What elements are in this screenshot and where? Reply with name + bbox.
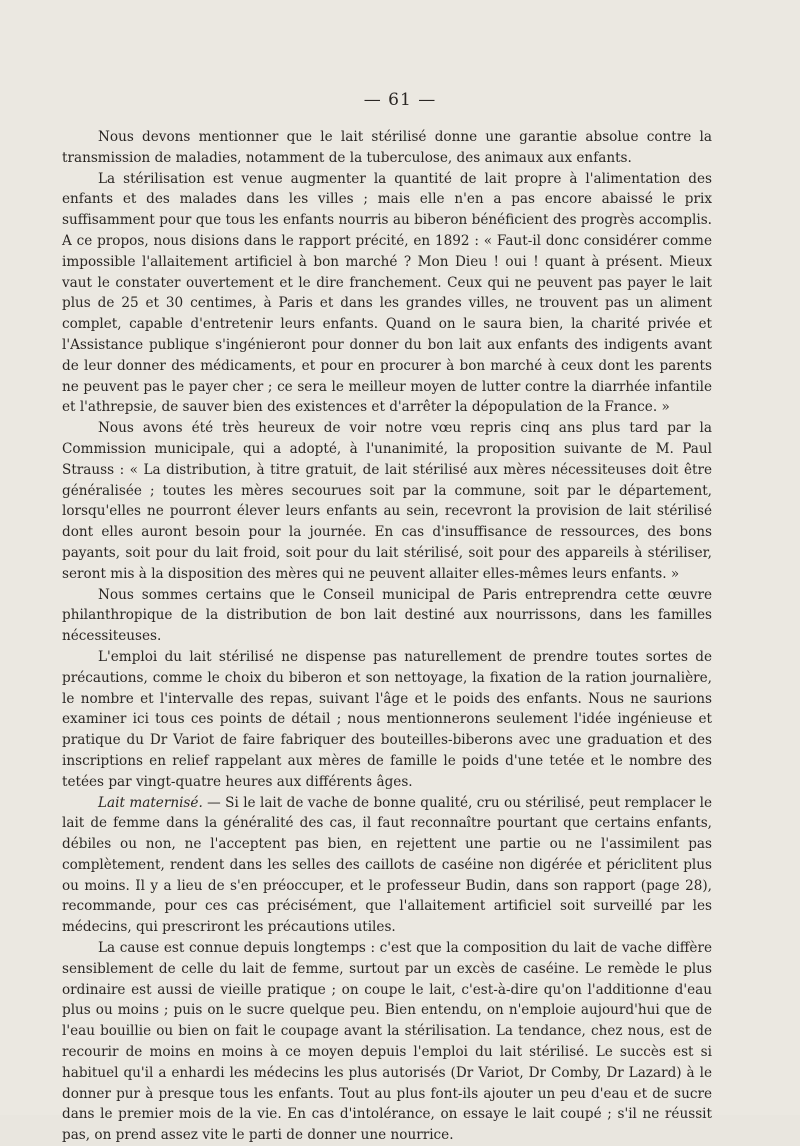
paragraph-municipal-commission: Nous avons été très heureux de voir notre vœu repris cinq ans plus tard par la Commission municipale, qui a adopté, à l'unanimité, la proposition suivante de M. Paul Strauss : « La distribution, à titre gratuit, de lait stérilisé aux mères nécessiteuses doit être généralisée ; toutes les mères secourues soit par la commune, soit par le département, lorsqu'elles ne pourront élever leurs enfants au sein, recevront la provision de lait stérilisé dont elles auront besoin pour la journée. En cas d'insuffisance de ressources, des bons payants, soit pour du lait froid, soit pour du lait stérilisé, soit pour des appareils à stériliser, seront mis à la disposition des mères qui ne peuvent allaiter elles-mêmes leurs enfants. » xyxy=(62,420,712,582)
page-number: — 61 — xyxy=(363,90,437,110)
paragraph-precautions: L'emploi du lait stérilisé ne dispense pas naturellement de prendre toutes sortes de précautions, comme le choix du biberon et son nettoyage, la fixation de la ration journalière, le nombre et l'intervalle des repas, suivant l'âge et le poids des enfants. Nous ne saurions examiner ici tous ces points de détail ; nous mentionnerons seulement l'idée ingénieuse et pratique du Dr Variot de faire fabriquer des bouteilles-biberons avec une graduation et des inscriptions en relief rappelant aux mères de famille le poids d'une tetée et le nombre des tetées par vingt-quatre heures aux différents âges. xyxy=(62,648,712,790)
section-lead-in: Lait maternisé. xyxy=(98,794,203,811)
paragraph-lait-maternise xyxy=(62,793,712,939)
paragraph-conseil-municipal: Nous sommes certains que le Conseil municipal de Paris entreprendra cette œuvre philanthropique de la distribution de bon lait destiné aux nourrissons, dans les familles nécessiteuses. xyxy=(62,586,712,645)
paragraph-sterilization-price: La stérilisation est venue augmenter la quantité de lait propre à l'alimentation des enfants et des malades dans les villes ; mais elle n'en a pas encore abaissé le prix suffisamment pour que tous les enfants nourris au biberon bénéficient des progrès accomplis. A ce propos, nous disions dans le rapport précité, en 1892 : « Faut-il donc considérer comme impossible l'allaitement artificiel à bon marché ? Mon Dieu ! oui ! quant à présent. Mieux vaut le constater ouvertement et le dire franchement. Ceux qui ne peuvent pas payer le lait plus de 25 et 30 centimes, à Paris et dans les grandes villes, ne trouvent pas un aliment complet, capable d'entretenir leurs enfants. Quand on le saura bien, la charité privée et l'Assistance publique s'ingénieront pour donner du bon lait aux enfants des indigents avant de leur donner des médicaments, et pour en procurer à bon marché à ceux dont les parents ne peuvent pas le payer cher ; ce sera le meilleur moyen de lutter contre la diarrhée infantile et l'athrepsie, de sauver bien des existences et d'arrêter la dépopulation de la France. » xyxy=(62,170,712,416)
paragraph-lait-maternise-text: — Si le lait de vache de bonne qualité, cru ou stérilisé, peut remplacer le lait de femme dans la généralité des cas, il faut reconnaître pourtant que certains enfants, débiles ou non, ne l'acceptent pas bien, en rejettent une partie ou ne l'assimilent pas complètement, rendent dans les selles des caillots de caséine non digérée et périclitent plus ou moins. Il y a lieu de s'en préoccuper, et le professeur Budin, dans son rapport (page 28), recommande, pour ces cas précisément, que l'allaitement artificiel soit surveillé par les médecins, qui prescriront les précautions utiles. xyxy=(62,794,712,936)
paragraph-sterilized-milk-guarantee: Nous devons mentionner que le lait stérilisé donne une garantie absolue contre la transmission de maladies, notamment de la tuberculose, des animaux aux enfants. xyxy=(62,129,712,166)
body-text xyxy=(62,127,712,1146)
paragraph-cause-composition: La cause est connue depuis longtemps : c'est que la composition du lait de vache diffère sensiblement de celle du lait de femme, surtout par un excès de caséine. Le remède le plus ordinaire est aussi de vieille pratique ; on coupe le lait, c'est-à-dire qu'on l'additionne d'eau plus ou moins ; puis on le sucre quelque peu. Bien entendu, on n'emploie aujourd'hui que de l'eau bouillie ou bien on fait le coupage avant la stérilisation. La tendance, chez nous, est de recourir de moins en moins à ce moyen depuis l'emploi du lait stérilisé. Le succès est si habituel qu'il a enhardi les médecins les plus autorisés (Dr Variot, Dr Comby, Dr Lazard) à le donner pur à presque tous les enfants. Tout au plus font-ils ajouter un peu d'eau et de sucre dans le premier mois de la vie. En cas d'intolérance, on essaye le lait coupé ; s'il ne réussit pas, on prend assez vite le parti de donner une nourrice. xyxy=(62,940,712,1144)
